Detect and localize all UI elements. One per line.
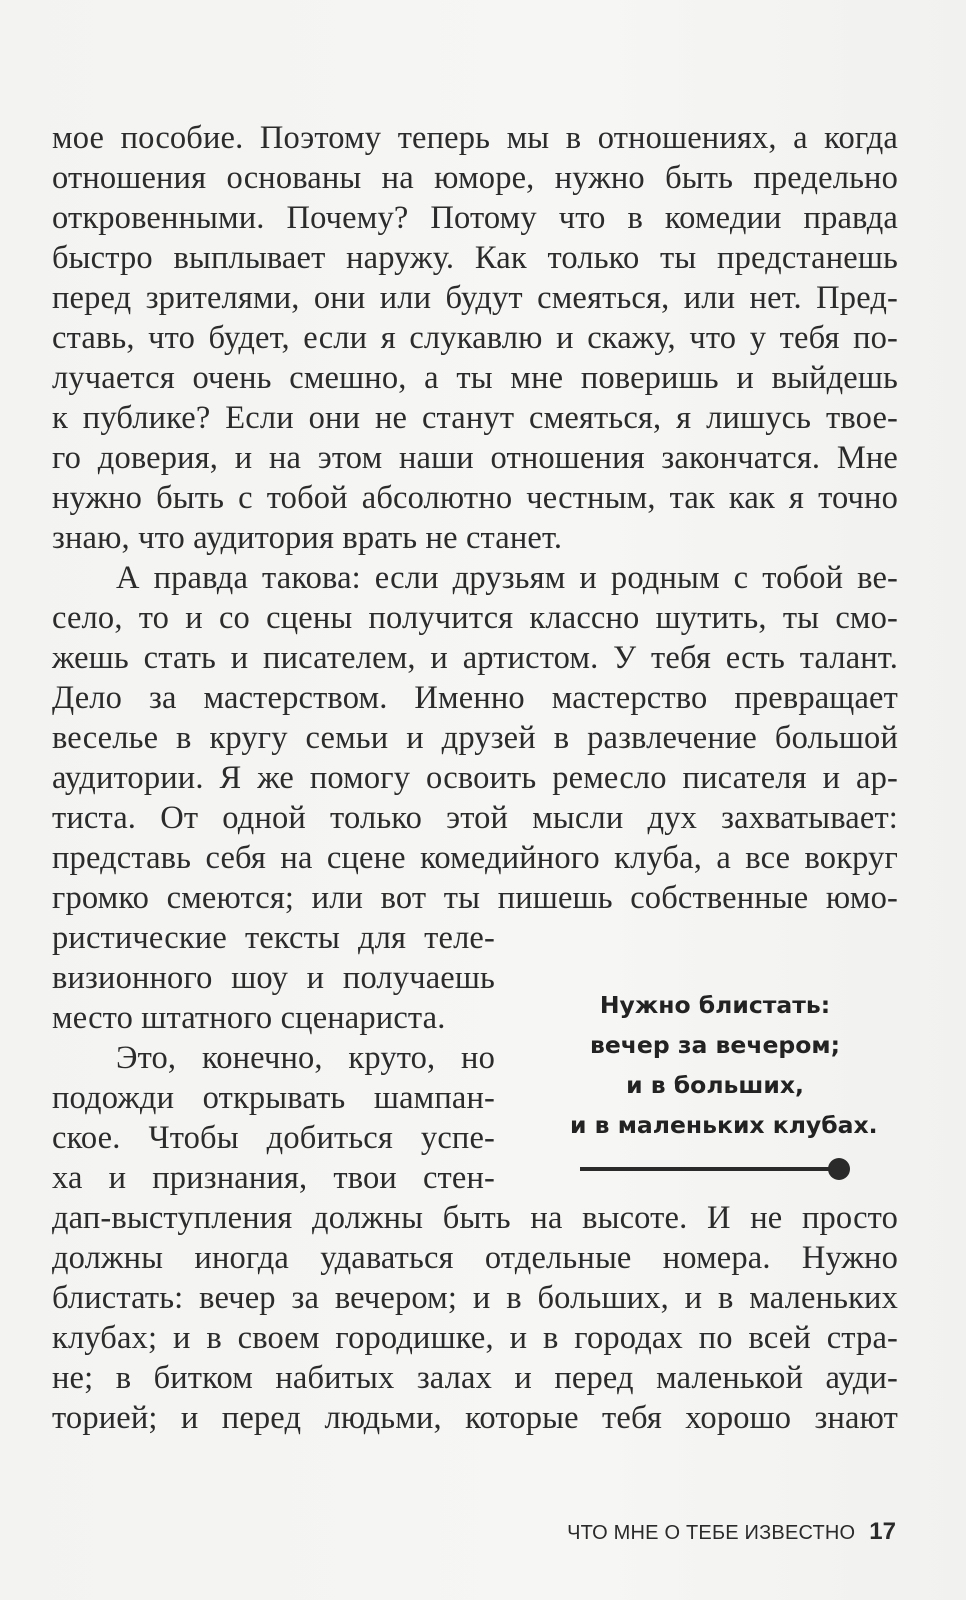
pull-quote-line: вечер за вечером; xyxy=(589,1031,841,1059)
body-text-line: представь себя на сцене комедийного клуба, а все вокруг xyxy=(52,840,898,876)
body-text-line: тиста. От одной только этой мысли дух захватывает: xyxy=(52,800,898,836)
pull-quote-line: Нужно блистать: xyxy=(599,991,831,1019)
body-text-line: визионного шоу и получаешь xyxy=(52,960,495,996)
body-text-line: жешь стать и писателем, и артистом. У тебя есть талант. xyxy=(52,640,898,676)
pull-quote-rule xyxy=(580,1167,836,1171)
body-text-line: веселье в кругу семьи и друзей в развлечение большой xyxy=(52,720,898,756)
page-footer xyxy=(567,1518,896,1546)
body-text-line: ставь, что будет, если я слукавлю и скажу, что у тебя по- xyxy=(52,320,898,356)
body-text-line: перед зрителями, они или будут смеяться, или нет. Пред- xyxy=(52,280,898,316)
body-text-line: не; в битком набитых залах и перед маленькой ауди- xyxy=(52,1360,898,1396)
body-text-line: аудитории. Я же помогу освоить ремесло писателя и ар- xyxy=(52,760,898,796)
body-text-line: блистать: вечер за вечером; и в больших, и в маленьких xyxy=(52,1280,898,1316)
pull-quote-line: и в маленьких клубах. xyxy=(570,1111,878,1139)
body-text-line: ское. Чтобы добиться успе- xyxy=(52,1120,495,1156)
body-text-line: знаю, что аудитория врать не станет. xyxy=(52,520,563,556)
body-text-line: ха и признания, твои стен- xyxy=(52,1160,495,1196)
body-text-line: откровенными. Почему? Потому что в комедии правда xyxy=(52,200,898,236)
body-text-line: торией; и перед людьми, которые тебя хорошо знают xyxy=(52,1400,898,1436)
page-number: 17 xyxy=(869,1518,896,1545)
running-head: ЧТО МНЕ О ТЕБЕ ИЗВЕСТНО xyxy=(567,1522,856,1544)
body-text-line: место штатного сценариста. xyxy=(52,1000,446,1036)
body-text-line: нужно быть с тобой абсолютно честным, так как я точно xyxy=(52,480,898,516)
body-text-line: клубах; и в своем городишке, и в городах по всей стра- xyxy=(52,1320,898,1356)
body-text-line: подожди открывать шампан- xyxy=(52,1080,495,1116)
body-text-line: к публике? Если они не станут смеяться, я лишусь твое- xyxy=(52,400,898,436)
body-text-line: должны иногда удаваться отдельные номера. Нужно xyxy=(52,1240,898,1276)
pull-quote-dot-ornament xyxy=(828,1158,850,1180)
body-text-line: го доверия, и на этом наши отношения закончатся. Мне xyxy=(52,440,898,476)
body-text-line: ристические тексты для теле- xyxy=(52,920,495,956)
body-text-line: мое пособие. Поэтому теперь мы в отношениях, а когда xyxy=(52,120,898,156)
body-text-line: отношения основаны на юморе, нужно быть предельно xyxy=(52,160,898,196)
body-text-line: дап-выступления должны быть на высоте. И не просто xyxy=(52,1200,898,1236)
pull-quote-line: и в больших, xyxy=(626,1071,804,1099)
body-text-line: быстро выплывает наружу. Как только ты предстанешь xyxy=(52,240,898,276)
body-text-line: громко смеются; или вот ты пишешь собственные юмо- xyxy=(52,880,898,916)
body-text-line: лучается очень смешно, а ты мне поверишь и выйдешь xyxy=(52,360,898,396)
pull-quote xyxy=(570,985,878,1145)
body-text-line: село, то и со сцены получится классно шутить, ты смо- xyxy=(52,600,898,636)
paragraph-first-line: А правда такова: если друзьям и родным с тобой ве- xyxy=(116,560,898,596)
body-text-line: Дело за мастерством. Именно мастерство превращает xyxy=(52,680,898,716)
paragraph-first-line: Это, конечно, круто, но xyxy=(116,1040,495,1076)
